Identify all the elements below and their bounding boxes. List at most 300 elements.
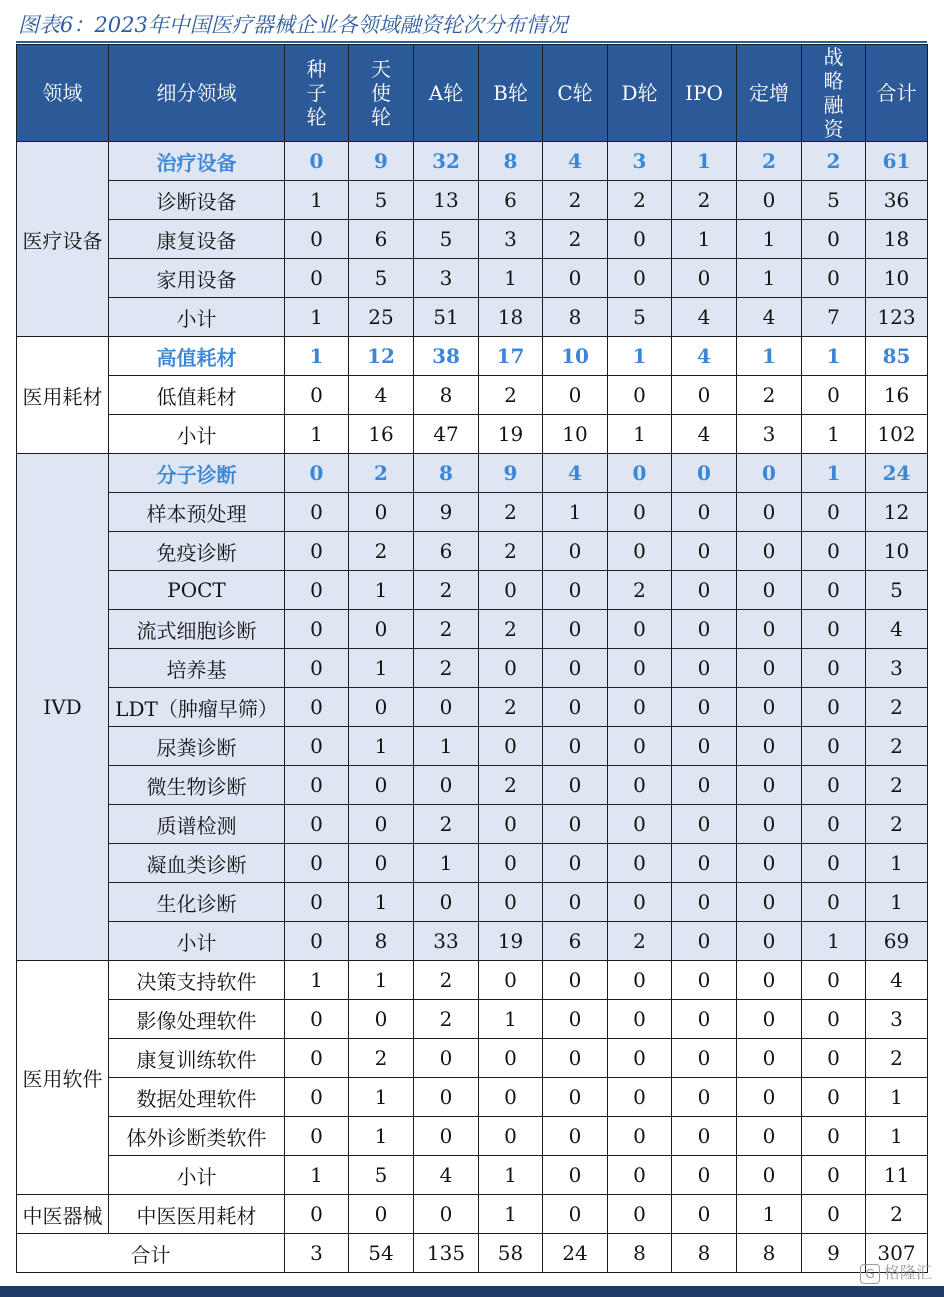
value-cell-total: 10 (866, 532, 928, 571)
subdomain-cell: 影像处理软件 (109, 1000, 285, 1039)
table-row (17, 571, 928, 610)
value-cell-round-b: 0 (479, 727, 543, 766)
value-cell-private-placement: 0 (737, 1078, 802, 1117)
value-cell-round-d: 2 (608, 571, 672, 610)
header-total: 合计 (866, 45, 928, 142)
value-cell-total: 24 (866, 454, 928, 493)
value-cell-total: 11 (866, 1156, 928, 1195)
value-cell-round-d: 0 (608, 220, 672, 259)
value-cell-round-c: 10 (543, 337, 608, 376)
value-cell-round-b: 19 (479, 415, 543, 454)
value-cell-ipo: 0 (672, 1078, 737, 1117)
value-cell-round-c: 0 (543, 883, 608, 922)
value-cell-angel: 0 (349, 805, 414, 844)
header-round-a: A轮 (414, 45, 479, 142)
value-cell-round-a: 1 (414, 844, 479, 883)
table-row (17, 688, 928, 727)
value-cell-round-d: 0 (608, 883, 672, 922)
value-cell-total: 2 (866, 727, 928, 766)
value-cell-total: 18 (866, 220, 928, 259)
value-cell-strategic: 0 (802, 961, 866, 1000)
value-cell-round-a: 32 (414, 142, 479, 181)
value-cell-round-d: 0 (608, 1195, 672, 1234)
value-cell-seed: 0 (285, 220, 349, 259)
value-cell-strategic: 0 (802, 1039, 866, 1078)
value-cell-round-a: 0 (414, 1117, 479, 1156)
value-cell-total: 1 (866, 883, 928, 922)
total-cell-angel: 54 (349, 1234, 414, 1273)
value-cell-seed: 0 (285, 1117, 349, 1156)
value-cell-angel: 1 (349, 727, 414, 766)
value-cell-angel: 1 (349, 883, 414, 922)
value-cell-round-b: 19 (479, 922, 543, 961)
value-cell-round-a: 0 (414, 766, 479, 805)
value-cell-round-b: 1 (479, 1156, 543, 1195)
value-cell-round-a: 0 (414, 1078, 479, 1117)
table-row (17, 337, 928, 376)
subdomain-cell: 低值耗材 (109, 376, 285, 415)
value-cell-round-c: 0 (543, 610, 608, 649)
header-private-placement: 定增 (737, 45, 802, 142)
value-cell-round-d: 1 (608, 415, 672, 454)
value-cell-strategic: 1 (802, 337, 866, 376)
value-cell-round-c: 0 (543, 1117, 608, 1156)
value-cell-round-a: 13 (414, 181, 479, 220)
total-cell-round-a: 135 (414, 1234, 479, 1273)
value-cell-angel: 12 (349, 337, 414, 376)
header-domain: 领域 (17, 45, 109, 142)
table-row (17, 1117, 928, 1156)
value-cell-private-placement: 0 (737, 883, 802, 922)
value-cell-round-a: 0 (414, 883, 479, 922)
value-cell-strategic: 0 (802, 1195, 866, 1234)
value-cell-round-a: 8 (414, 454, 479, 493)
value-cell-angel: 25 (349, 298, 414, 337)
value-cell-round-b: 1 (479, 1000, 543, 1039)
value-cell-round-c: 10 (543, 415, 608, 454)
value-cell-round-b: 0 (479, 1117, 543, 1156)
value-cell-total: 102 (866, 415, 928, 454)
value-cell-round-c: 6 (543, 922, 608, 961)
value-cell-round-c: 0 (543, 1195, 608, 1234)
value-cell-angel: 8 (349, 922, 414, 961)
value-cell-round-c: 0 (543, 961, 608, 1000)
value-cell-round-d: 0 (608, 961, 672, 1000)
table-row (17, 961, 928, 1000)
table-row (17, 1039, 928, 1078)
value-cell-round-d: 0 (608, 259, 672, 298)
value-cell-private-placement: 0 (737, 922, 802, 961)
value-cell-round-c: 0 (543, 259, 608, 298)
value-cell-round-a: 38 (414, 337, 479, 376)
value-cell-total: 69 (866, 922, 928, 961)
value-cell-total: 5 (866, 571, 928, 610)
table-row (17, 220, 928, 259)
table-row (17, 883, 928, 922)
subdomain-cell: 尿粪诊断 (109, 727, 285, 766)
value-cell-seed: 1 (285, 961, 349, 1000)
value-cell-round-b: 2 (479, 688, 543, 727)
total-cell-ipo: 8 (672, 1234, 737, 1273)
value-cell-angel: 16 (349, 415, 414, 454)
value-cell-ipo: 0 (672, 805, 737, 844)
value-cell-angel: 1 (349, 1078, 414, 1117)
table-row (17, 844, 928, 883)
value-cell-total: 2 (866, 1195, 928, 1234)
header-round-c: C轮 (543, 45, 608, 142)
value-cell-round-a: 9 (414, 493, 479, 532)
total-cell-strategic: 9 (802, 1234, 866, 1273)
value-cell-round-b: 0 (479, 805, 543, 844)
value-cell-round-b: 18 (479, 298, 543, 337)
value-cell-total: 16 (866, 376, 928, 415)
value-cell-round-d: 2 (608, 181, 672, 220)
value-cell-ipo: 0 (672, 454, 737, 493)
total-cell-round-d: 8 (608, 1234, 672, 1273)
value-cell-round-c: 4 (543, 142, 608, 181)
value-cell-private-placement: 1 (737, 259, 802, 298)
value-cell-round-b: 0 (479, 844, 543, 883)
total-cell-round-b: 58 (479, 1234, 543, 1273)
subdomain-cell: 中医医用耗材 (109, 1195, 285, 1234)
value-cell-strategic: 0 (802, 1117, 866, 1156)
value-cell-seed: 0 (285, 454, 349, 493)
subdomain-cell: 培养基 (109, 649, 285, 688)
value-cell-ipo: 0 (672, 1000, 737, 1039)
value-cell-round-a: 6 (414, 532, 479, 571)
value-cell-seed: 0 (285, 766, 349, 805)
table-row (17, 766, 928, 805)
value-cell-ipo: 0 (672, 688, 737, 727)
value-cell-angel: 2 (349, 1039, 414, 1078)
value-cell-seed: 0 (285, 727, 349, 766)
value-cell-ipo: 0 (672, 532, 737, 571)
value-cell-seed: 1 (285, 337, 349, 376)
value-cell-round-c: 0 (543, 571, 608, 610)
value-cell-angel: 1 (349, 571, 414, 610)
value-cell-round-a: 5 (414, 220, 479, 259)
value-cell-angel: 1 (349, 649, 414, 688)
value-cell-angel: 0 (349, 1195, 414, 1234)
total-cell-private-placement: 8 (737, 1234, 802, 1273)
value-cell-round-c: 0 (543, 1156, 608, 1195)
value-cell-strategic: 0 (802, 493, 866, 532)
value-cell-total: 4 (866, 610, 928, 649)
value-cell-round-d: 0 (608, 844, 672, 883)
subdomain-cell: 质谱检测 (109, 805, 285, 844)
value-cell-round-a: 51 (414, 298, 479, 337)
value-cell-round-d: 0 (608, 1078, 672, 1117)
header-subdomain: 细分领域 (109, 45, 285, 142)
subdomain-cell: 流式细胞诊断 (109, 610, 285, 649)
domain-cell: 医疗设备 (17, 142, 109, 337)
value-cell-round-c: 0 (543, 805, 608, 844)
header-row (17, 45, 928, 142)
table-row (17, 922, 928, 961)
total-cell-round-c: 24 (543, 1234, 608, 1273)
subdomain-cell: 小计 (109, 298, 285, 337)
value-cell-angel: 0 (349, 844, 414, 883)
value-cell-round-d: 0 (608, 532, 672, 571)
value-cell-round-b: 8 (479, 142, 543, 181)
subdomain-cell: 凝血类诊断 (109, 844, 285, 883)
value-cell-seed: 0 (285, 532, 349, 571)
value-cell-angel: 0 (349, 610, 414, 649)
value-cell-round-a: 47 (414, 415, 479, 454)
value-cell-round-b: 0 (479, 571, 543, 610)
subdomain-cell: 康复训练软件 (109, 1039, 285, 1078)
value-cell-seed: 1 (285, 181, 349, 220)
value-cell-ipo: 0 (672, 883, 737, 922)
value-cell-private-placement: 0 (737, 688, 802, 727)
table-row (17, 259, 928, 298)
bottom-bar (0, 1286, 944, 1297)
subdomain-cell: 体外诊断类软件 (109, 1117, 285, 1156)
table-row (17, 805, 928, 844)
value-cell-round-a: 8 (414, 376, 479, 415)
value-cell-private-placement: 0 (737, 1156, 802, 1195)
value-cell-strategic: 1 (802, 922, 866, 961)
value-cell-total: 2 (866, 1039, 928, 1078)
value-cell-ipo: 0 (672, 766, 737, 805)
header-seed: 种子轮 (285, 45, 349, 142)
table-row (17, 1156, 928, 1195)
value-cell-round-d: 0 (608, 1156, 672, 1195)
value-cell-strategic: 0 (802, 805, 866, 844)
value-cell-round-c: 2 (543, 181, 608, 220)
value-cell-private-placement: 1 (737, 220, 802, 259)
value-cell-seed: 0 (285, 1078, 349, 1117)
table-row (17, 532, 928, 571)
watermark-logo-icon: G (860, 1264, 880, 1284)
value-cell-round-d: 0 (608, 376, 672, 415)
financing-table (16, 44, 928, 1273)
value-cell-strategic: 0 (802, 220, 866, 259)
value-cell-private-placement: 0 (737, 1000, 802, 1039)
value-cell-round-d: 0 (608, 1039, 672, 1078)
value-cell-private-placement: 2 (737, 142, 802, 181)
value-cell-round-d: 2 (608, 922, 672, 961)
value-cell-round-d: 0 (608, 649, 672, 688)
value-cell-seed: 0 (285, 376, 349, 415)
value-cell-round-c: 0 (543, 688, 608, 727)
value-cell-private-placement: 0 (737, 727, 802, 766)
subdomain-cell: 微生物诊断 (109, 766, 285, 805)
watermark-text: 格隆汇 (883, 1263, 932, 1282)
table-row (17, 298, 928, 337)
value-cell-round-b: 0 (479, 649, 543, 688)
value-cell-round-b: 9 (479, 454, 543, 493)
value-cell-ipo: 0 (672, 1156, 737, 1195)
table-row (17, 376, 928, 415)
value-cell-round-c: 4 (543, 454, 608, 493)
value-cell-round-d: 3 (608, 142, 672, 181)
header-strategic: 战略融资 (802, 45, 866, 142)
value-cell-ipo: 0 (672, 493, 737, 532)
value-cell-strategic: 7 (802, 298, 866, 337)
header-angel: 天使轮 (349, 45, 414, 142)
value-cell-round-b: 2 (479, 766, 543, 805)
value-cell-private-placement: 0 (737, 532, 802, 571)
value-cell-total: 2 (866, 805, 928, 844)
value-cell-ipo: 0 (672, 961, 737, 1000)
subdomain-cell: 小计 (109, 415, 285, 454)
value-cell-strategic: 2 (802, 142, 866, 181)
value-cell-ipo: 0 (672, 571, 737, 610)
value-cell-round-a: 3 (414, 259, 479, 298)
value-cell-seed: 0 (285, 883, 349, 922)
subdomain-cell: 数据处理软件 (109, 1078, 285, 1117)
subdomain-cell: 免疫诊断 (109, 532, 285, 571)
subdomain-cell: LDT（肿瘤早筛） (109, 688, 285, 727)
value-cell-round-a: 33 (414, 922, 479, 961)
value-cell-strategic: 0 (802, 883, 866, 922)
value-cell-round-b: 2 (479, 376, 543, 415)
header-ipo: IPO (672, 45, 737, 142)
total-cell-total: 307 (866, 1234, 928, 1273)
value-cell-angel: 0 (349, 688, 414, 727)
value-cell-round-c: 0 (543, 766, 608, 805)
value-cell-round-a: 1 (414, 727, 479, 766)
value-cell-round-b: 1 (479, 259, 543, 298)
table-row (17, 610, 928, 649)
value-cell-strategic: 0 (802, 1156, 866, 1195)
value-cell-round-c: 0 (543, 1078, 608, 1117)
value-cell-round-c: 0 (543, 727, 608, 766)
subdomain-cell: 分子诊断 (109, 454, 285, 493)
value-cell-round-b: 17 (479, 337, 543, 376)
value-cell-strategic: 0 (802, 376, 866, 415)
value-cell-private-placement: 0 (737, 571, 802, 610)
value-cell-round-a: 2 (414, 961, 479, 1000)
title-rule (16, 41, 927, 43)
domain-cell: 中医器械 (17, 1195, 109, 1234)
value-cell-angel: 6 (349, 220, 414, 259)
value-cell-angel: 1 (349, 961, 414, 1000)
value-cell-round-d: 0 (608, 1000, 672, 1039)
value-cell-round-b: 3 (479, 220, 543, 259)
value-cell-seed: 0 (285, 922, 349, 961)
table-row (17, 1000, 928, 1039)
value-cell-round-a: 0 (414, 1039, 479, 1078)
value-cell-seed: 0 (285, 1000, 349, 1039)
value-cell-angel: 0 (349, 766, 414, 805)
value-cell-round-a: 4 (414, 1156, 479, 1195)
value-cell-round-c: 0 (543, 844, 608, 883)
value-cell-seed: 0 (285, 688, 349, 727)
header-round-d: D轮 (608, 45, 672, 142)
value-cell-strategic: 0 (802, 727, 866, 766)
value-cell-ipo: 4 (672, 415, 737, 454)
value-cell-seed: 0 (285, 1195, 349, 1234)
value-cell-ipo: 0 (672, 649, 737, 688)
total-cell-seed: 3 (285, 1234, 349, 1273)
subdomain-cell: 家用设备 (109, 259, 285, 298)
subdomain-cell: 治疗设备 (109, 142, 285, 181)
value-cell-total: 1 (866, 844, 928, 883)
value-cell-seed: 0 (285, 1039, 349, 1078)
value-cell-ipo: 0 (672, 1039, 737, 1078)
value-cell-round-c: 0 (543, 532, 608, 571)
value-cell-total: 3 (866, 1000, 928, 1039)
domain-cell: 医用耗材 (17, 337, 109, 454)
watermark (860, 1262, 932, 1284)
value-cell-round-c: 0 (543, 1000, 608, 1039)
total-label: 合计 (17, 1234, 285, 1273)
value-cell-strategic: 0 (802, 844, 866, 883)
value-cell-angel: 2 (349, 454, 414, 493)
table-row (17, 649, 928, 688)
value-cell-round-b: 1 (479, 1195, 543, 1234)
value-cell-round-d: 0 (608, 454, 672, 493)
subdomain-cell: 决策支持软件 (109, 961, 285, 1000)
domain-cell: IVD (17, 454, 109, 961)
value-cell-private-placement: 0 (737, 649, 802, 688)
value-cell-ipo: 0 (672, 922, 737, 961)
value-cell-round-a: 2 (414, 1000, 479, 1039)
table-row (17, 1078, 928, 1117)
table-row (17, 727, 928, 766)
value-cell-total: 123 (866, 298, 928, 337)
value-cell-round-c: 0 (543, 376, 608, 415)
value-cell-private-placement: 2 (737, 376, 802, 415)
table-row (17, 181, 928, 220)
value-cell-round-b: 2 (479, 532, 543, 571)
subdomain-cell: 小计 (109, 1156, 285, 1195)
table-row (17, 142, 928, 181)
value-cell-ipo: 0 (672, 610, 737, 649)
value-cell-total: 2 (866, 688, 928, 727)
value-cell-ipo: 0 (672, 1117, 737, 1156)
subdomain-cell: 样本预处理 (109, 493, 285, 532)
value-cell-private-placement: 0 (737, 454, 802, 493)
value-cell-round-b: 0 (479, 1039, 543, 1078)
value-cell-angel: 5 (349, 181, 414, 220)
value-cell-seed: 1 (285, 415, 349, 454)
value-cell-strategic: 0 (802, 1078, 866, 1117)
value-cell-strategic: 1 (802, 454, 866, 493)
subdomain-cell: 生化诊断 (109, 883, 285, 922)
value-cell-angel: 5 (349, 1156, 414, 1195)
value-cell-ipo: 4 (672, 337, 737, 376)
value-cell-round-a: 2 (414, 571, 479, 610)
value-cell-angel: 1 (349, 1117, 414, 1156)
table-row (17, 493, 928, 532)
value-cell-round-c: 8 (543, 298, 608, 337)
value-cell-round-c: 1 (543, 493, 608, 532)
subdomain-cell: 诊断设备 (109, 181, 285, 220)
domain-cell: 医用软件 (17, 961, 109, 1195)
value-cell-total: 12 (866, 493, 928, 532)
value-cell-seed: 0 (285, 571, 349, 610)
value-cell-private-placement: 0 (737, 961, 802, 1000)
value-cell-angel: 4 (349, 376, 414, 415)
subdomain-cell: 小计 (109, 922, 285, 961)
value-cell-round-b: 0 (479, 883, 543, 922)
value-cell-private-placement: 1 (737, 337, 802, 376)
value-cell-seed: 0 (285, 805, 349, 844)
value-cell-round-a: 2 (414, 610, 479, 649)
value-cell-round-d: 0 (608, 688, 672, 727)
value-cell-seed: 0 (285, 610, 349, 649)
value-cell-strategic: 0 (802, 610, 866, 649)
value-cell-round-d: 5 (608, 298, 672, 337)
value-cell-seed: 0 (285, 142, 349, 181)
value-cell-seed: 1 (285, 1156, 349, 1195)
value-cell-total: 3 (866, 649, 928, 688)
value-cell-round-d: 0 (608, 493, 672, 532)
value-cell-private-placement: 0 (737, 181, 802, 220)
